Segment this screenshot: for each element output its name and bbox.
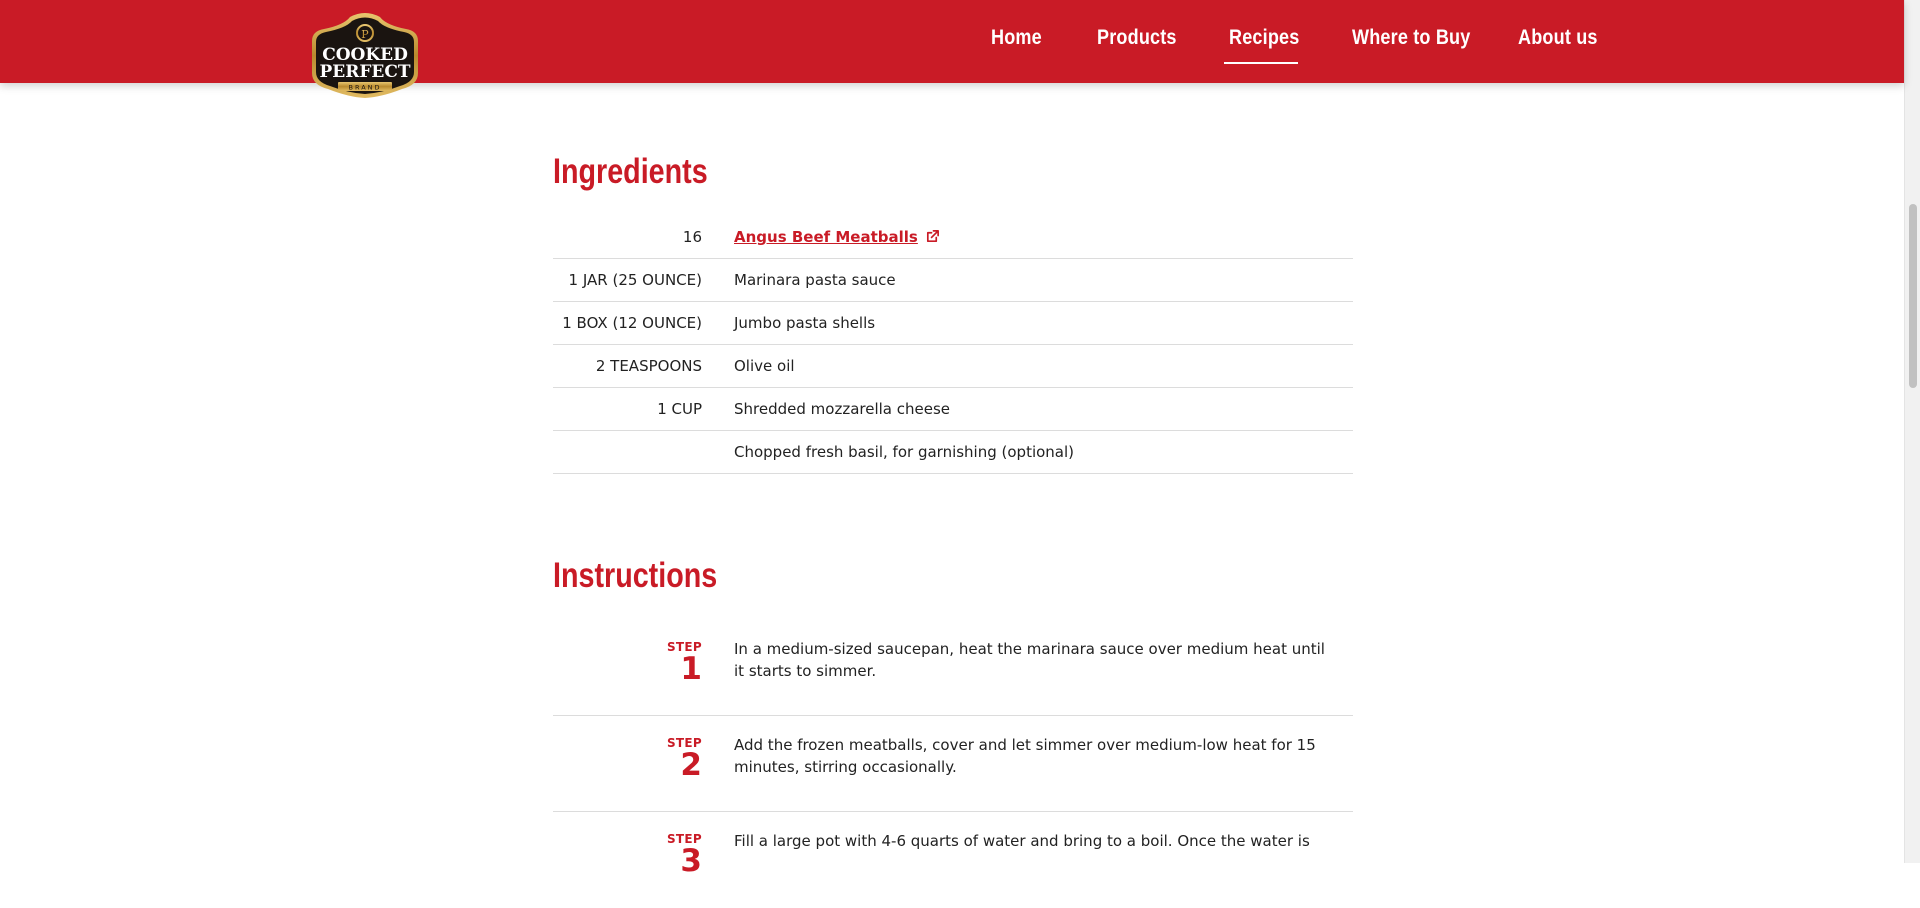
step-label: STEP	[666, 736, 702, 750]
step-number: 3	[680, 843, 702, 879]
page-scrollbar[interactable]	[1904, 0, 1920, 863]
step-label: STEP	[666, 640, 702, 654]
ingredient-row	[553, 431, 1353, 474]
step-label: STEP	[666, 832, 702, 846]
instructions-heading: Instructions	[553, 556, 718, 595]
ingredient-name: Marinara pasta sauce	[734, 271, 896, 289]
ingredient-qty: 16	[682, 228, 702, 246]
ingredient-row	[553, 259, 1353, 302]
angus-beef-meatballs-link[interactable]: Angus Beef Meatballs	[734, 228, 918, 246]
step-row	[553, 716, 1353, 812]
logo-line1: COOKED	[322, 45, 408, 65]
site-header	[0, 0, 1904, 83]
ingredient-name: Shredded mozzarella cheese	[734, 400, 950, 418]
step-row	[553, 812, 1353, 908]
ingredient-qty: 1 BOX (12 OUNCE)	[562, 314, 702, 332]
logo-sub: BRAND	[348, 83, 382, 92]
scrollbar-thumb[interactable]	[1909, 204, 1917, 388]
ingredient-name: Jumbo pasta shells	[734, 314, 876, 332]
nav-recipes[interactable]: Recipes	[1229, 26, 1300, 49]
ingredient-name: Olive oil	[734, 357, 795, 375]
step-number: 1	[680, 651, 702, 687]
svg-text:P: P	[361, 28, 369, 41]
step-number: 2	[680, 747, 702, 783]
nav-active-indicator	[1224, 62, 1298, 64]
nav-home[interactable]: Home	[991, 26, 1042, 49]
step-text: In a medium-sized saucepan, heat the marinara sauce over medium heat until it starts to simmer.	[734, 640, 1325, 680]
ingredient-qty: 1 JAR (25 OUNCE)	[568, 271, 702, 289]
step-text: Fill a large pot with 4-6 quarts of water and bring to a boil. Once the water is	[734, 832, 1310, 850]
ingredient-row	[553, 388, 1353, 431]
step-text: Add the frozen meatballs, cover and let simmer over medium-low heat for 15 minutes, stirring occasionally.	[734, 736, 1316, 776]
nav-where-to-buy[interactable]: Where to Buy	[1352, 26, 1471, 49]
ingredient-qty: 1 CUP	[657, 400, 702, 418]
ingredients-heading: Ingredients	[553, 152, 708, 191]
ingredient-qty: 2 TEASPOONS	[595, 357, 702, 375]
ingredient-row	[553, 302, 1353, 345]
ingredient-name	[734, 228, 940, 246]
external-link-icon[interactable]	[925, 229, 940, 244]
ingredient-name: Chopped fresh basil, for garnishing (optional)	[734, 443, 1075, 461]
cooked-perfect-logo[interactable]	[302, 11, 428, 99]
logo-line2: PERFECT	[319, 62, 411, 82]
nav-about-us[interactable]: About us	[1518, 26, 1598, 49]
step-row	[553, 620, 1353, 716]
ingredient-row	[553, 345, 1353, 388]
nav-products[interactable]: Products	[1097, 26, 1177, 49]
ingredient-row	[553, 216, 1353, 259]
